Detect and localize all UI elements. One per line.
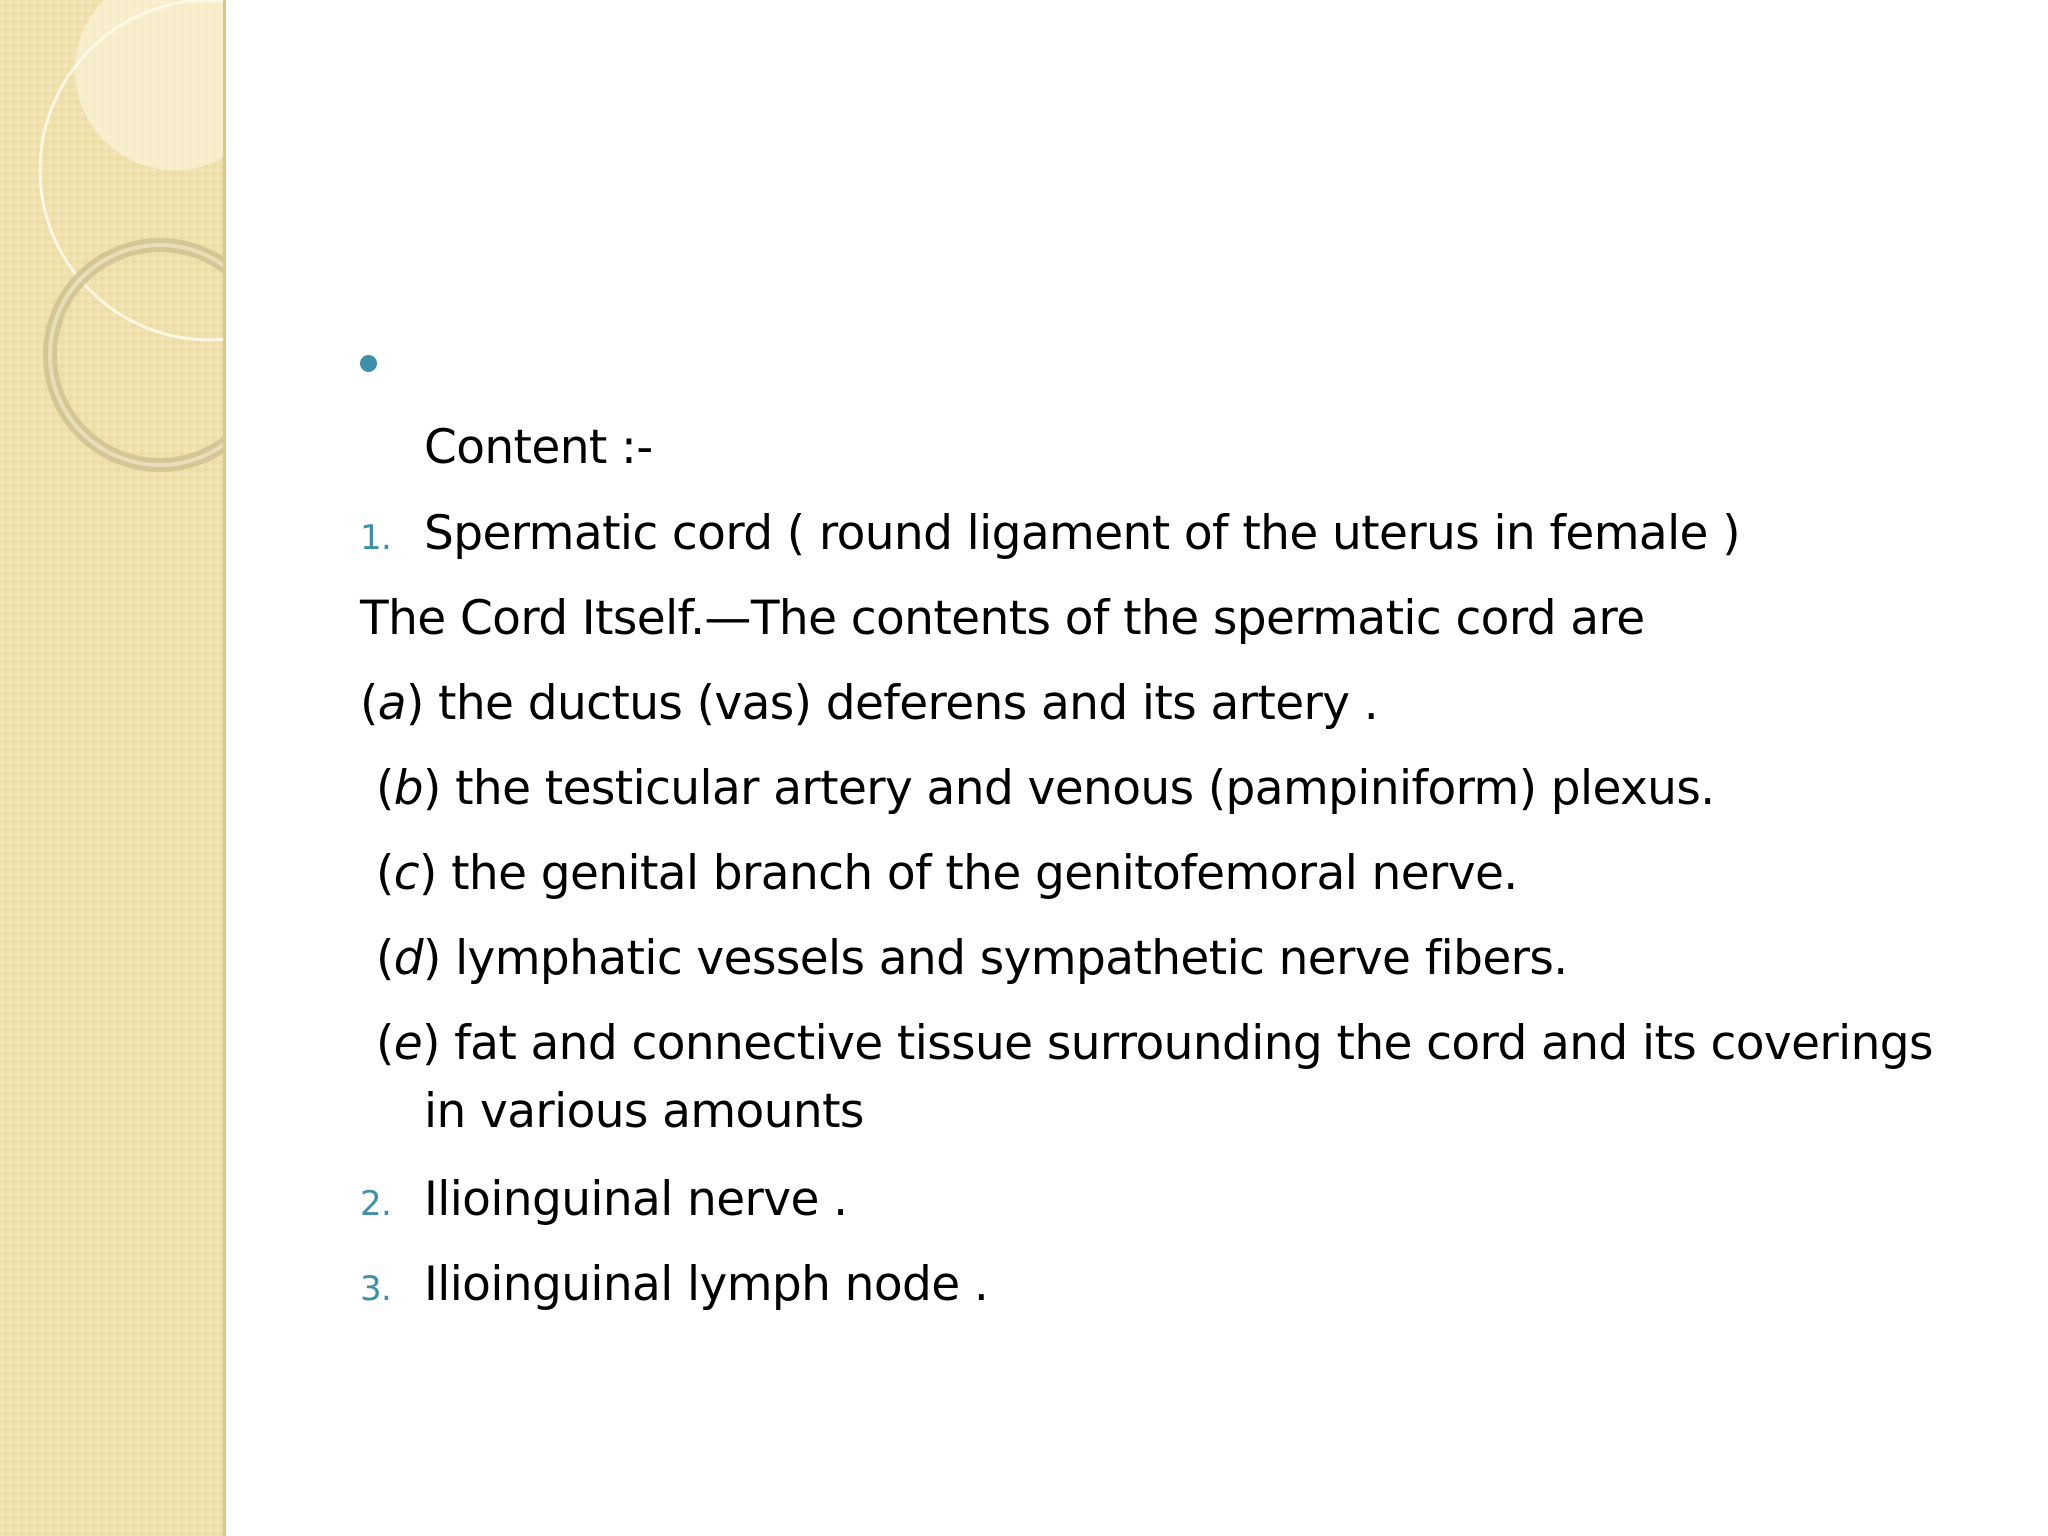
sub-item-b-text: (b) the testicular artery and venous (pampiniform) plexus. (376, 761, 1715, 816)
sub-item-c-text: (c) the genital branch of the genitofemoral nerve. (376, 846, 1518, 901)
sub-item-e-continuation-text: in various amounts (424, 1084, 864, 1139)
decorative-circles (0, 0, 226, 520)
sub-item-a-text: (a) the ductus (vas) deferens and its artery . (360, 676, 1379, 731)
sub-item-d-text: (d) lymphatic vessels and sympathetic nerve fibers. (376, 931, 1568, 986)
list-item-3-text: Ilioinguinal lymph node . (424, 1257, 989, 1312)
list-number-2: 2. (360, 1184, 392, 1224)
bullet-icon (360, 355, 377, 372)
cord-intro-text: The Cord Itself.—The contents of the spermatic cord are (360, 591, 1645, 646)
content-heading: Content :- (424, 420, 653, 475)
list-item-1-text: Spermatic cord ( round ligament of the uterus in female ) (424, 506, 1740, 561)
list-item-2-text: Ilioinguinal nerve . (424, 1172, 848, 1227)
decorative-side-panel (0, 0, 226, 1536)
list-number-1: 1. (360, 518, 392, 558)
sub-item-e-text: (e) fat and connective tissue surrounding the cord and its coverings (376, 1016, 1933, 1071)
list-number-3: 3. (360, 1269, 392, 1309)
